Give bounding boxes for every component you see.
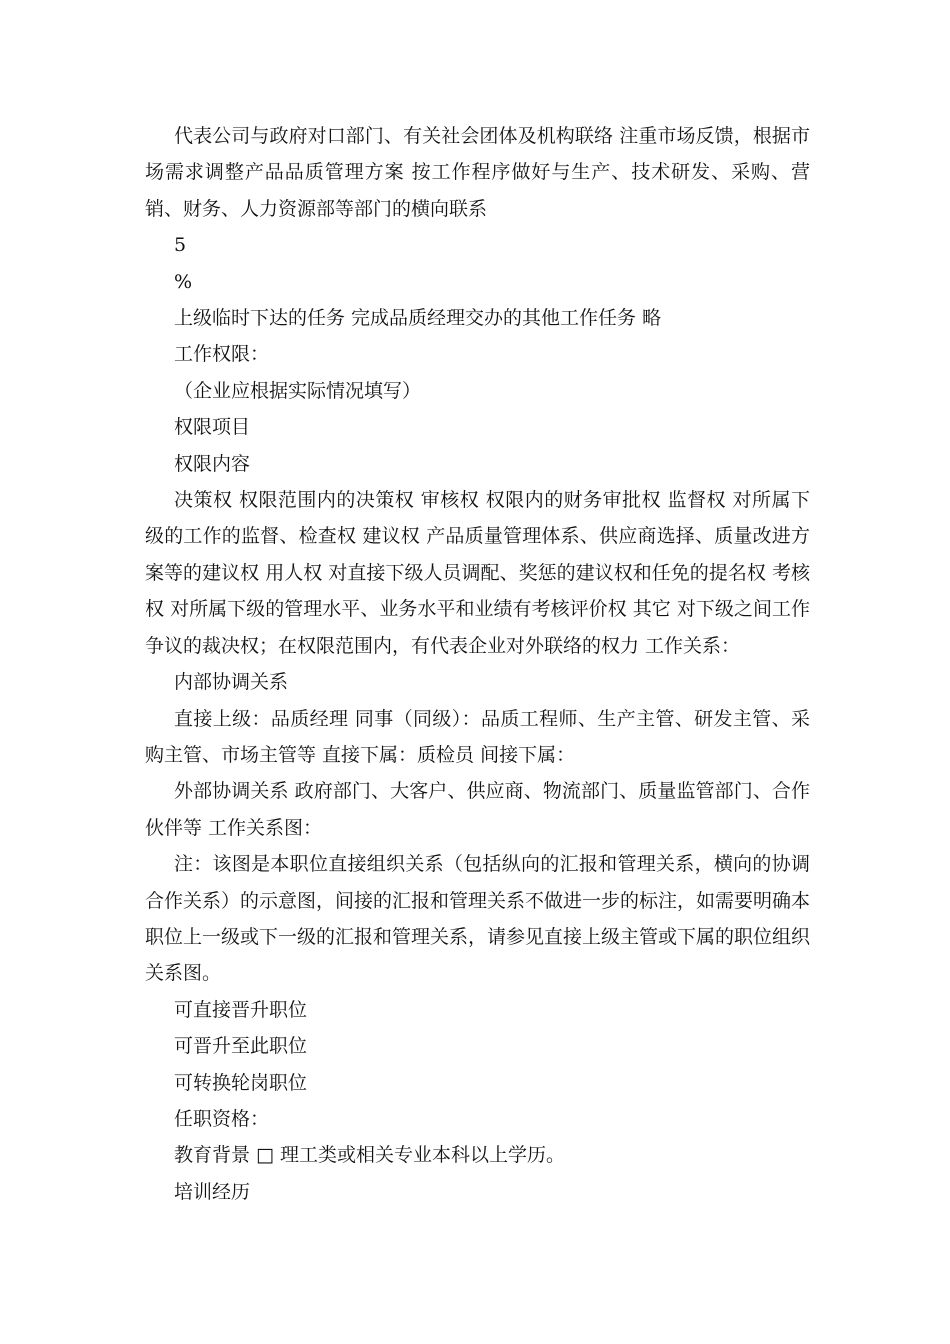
label-promotion-to-position: 可晋升至此职位 bbox=[174, 1035, 308, 1058]
label-authority-item: 权限项目 bbox=[174, 416, 251, 439]
paragraph-external-coordination: 外部协调关系 政府部门、大客户、供应商、物流部门、质量监管部门、合作伙伴等 工作关系图： bbox=[145, 780, 810, 839]
paragraph-authority-details: 决策权 权限范围内的决策权 审核权 权限内的财务审批权 监督权 对所属下级的工作的监督、检查权 建议权 产品质量管理体系、供应商选择、质量改进方案等的建议权 用人权 对直接下级人员调配、奖惩的建议权和任免的提名权 考核权 对所属下级的管理水平、业务水平和业绩有考核评价权 其它 对下级之间工作争议的裁决权；在权限范围内，有代表企业对外联络的权力 工作关系： bbox=[145, 489, 810, 657]
label-training: 培训经历 bbox=[174, 1180, 251, 1203]
paragraph-reporting-lines: 直接上级：品质经理 同事（同级）：品质工程师、生产主管、研发主管、采购主管、市场主管等 直接下属：质检员 间接下属： bbox=[145, 707, 810, 766]
paragraph-weight-percent: % bbox=[174, 270, 193, 293]
document-body bbox=[145, 118, 810, 1210]
heading-work-authority: 工作权限： bbox=[174, 343, 270, 366]
label-authority-content: 权限内容 bbox=[174, 452, 251, 475]
label-rotation-positions: 可转换轮岗职位 bbox=[174, 1071, 308, 1094]
paragraph-education: 教育背景 □ 理工类或相关专业本科以上学历。 bbox=[174, 1144, 566, 1167]
heading-qualifications: 任职资格： bbox=[174, 1107, 270, 1130]
paragraph-diagram-note: 注：该图是本职位直接组织关系（包括纵向的汇报和管理关系，横向的协调合作关系）的示意图，间接的汇报和管理关系不做进一步的标注，如需要明确本职位上一级或下一级的汇报和管理关系，请参见直接上级主管或下属的职位组织关系图。 bbox=[145, 853, 811, 985]
heading-internal-coordination: 内部协调关系 bbox=[174, 671, 289, 694]
note-fill-by-company: （企业应根据实际情况填写） bbox=[174, 379, 422, 402]
paragraph-liaison-duties: 代表公司与政府对口部门、有关社会团体及机构联络 注重市场反馈，根据市场需求调整产品品质管理方案 按工作程序做好与生产、技术研发、采购、营销、财务、人力资源部等部门的横向联系 bbox=[145, 125, 810, 220]
label-direct-promotion: 可直接晋升职位 bbox=[174, 998, 308, 1021]
paragraph-weight-number: 5 bbox=[174, 234, 187, 257]
paragraph-temporary-tasks: 上级临时下达的任务 完成品质经理交办的其他工作任务 略 bbox=[174, 307, 662, 330]
